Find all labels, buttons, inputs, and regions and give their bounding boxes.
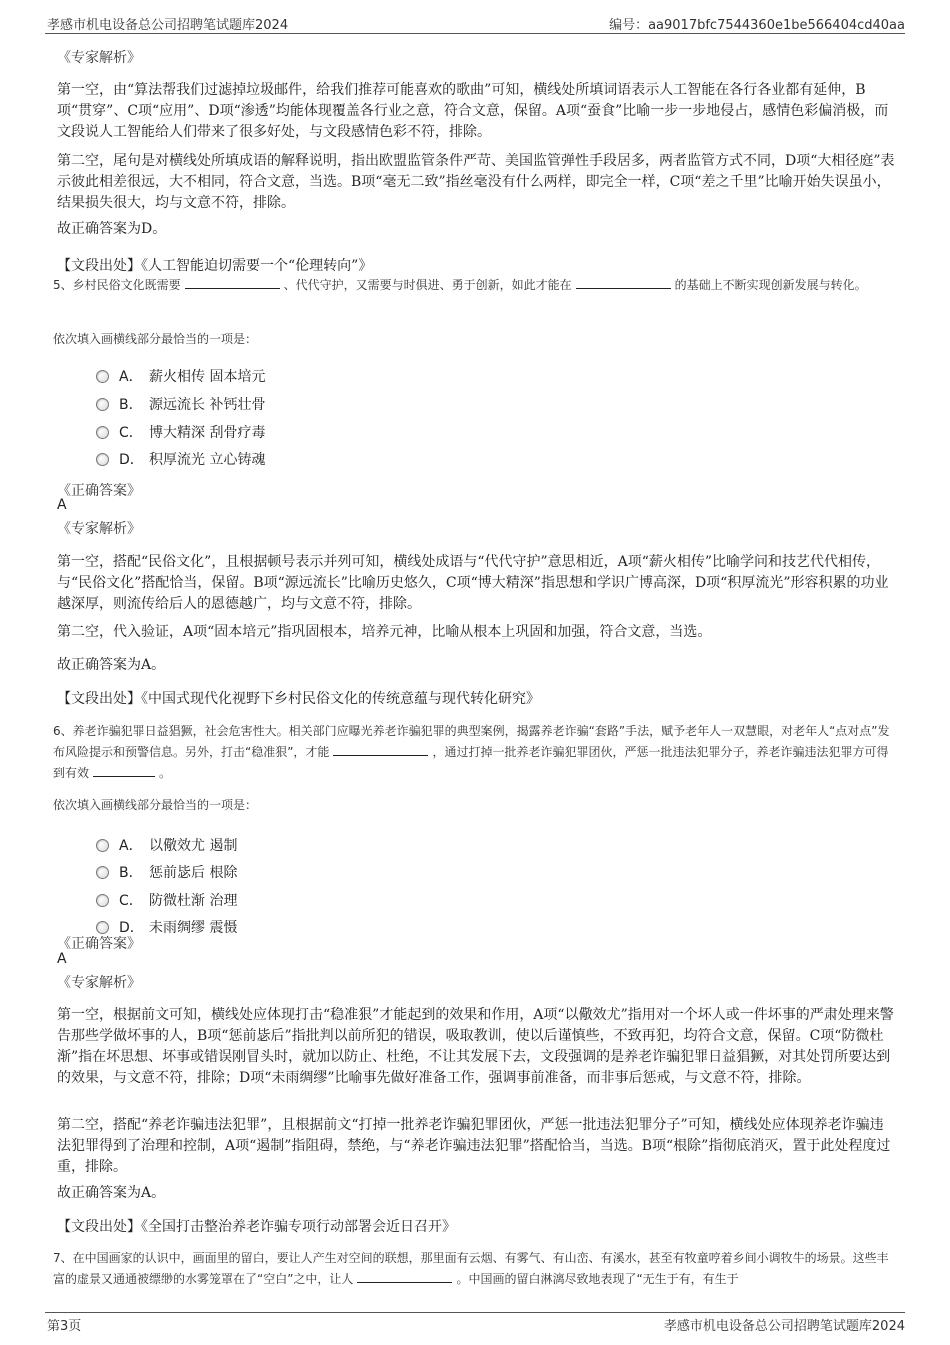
- q5-analysis-para1: 第一空，搭配“民俗文化”，且根据顿号表示并列可知，横线处成语与“代代守护”意思相近，A项“薪火相传”比喻学问和技艺代代相传，与“民俗文化”搭配恰当，保留。B项“源远流长”比喻历史悠久，C项“博大精深”指思想和学识广博高深，D项“积厚流光”形容积累的功业越深厚，则流传给后人的恩德越广，均与文意不符，排除。: [57, 554, 889, 612]
- q6-option-c-text: 防微杜渐 治理: [149, 893, 238, 909]
- header-divider: [45, 33, 905, 34]
- q6-answer-label: 《正确答案》: [57, 936, 141, 952]
- q4-conclusion: 故正确答案为D。: [57, 221, 167, 237]
- q6-stem-part3: 。: [159, 766, 172, 780]
- q4-source: 【文段出处】《人工智能迫切需要一个“伦理转向”》: [57, 258, 373, 274]
- q6-stem-part2: ，通过打掉一批养老诈骗犯罪团伙，严惩一批违法犯罪分子，养老诈骗违法犯罪方可得到有效: [53, 745, 889, 780]
- q7-stem-part2: 。中国画的留白淋漓尽致地表现了“无生于有，有生于: [456, 1272, 739, 1286]
- q6-option-a[interactable]: [96, 835, 237, 855]
- q6-option-a-text: 以儆效尤 遏制: [149, 838, 238, 854]
- q5-option-d-letter: D．: [119, 452, 144, 468]
- q6-option-d-letter: D．: [119, 920, 144, 936]
- q5-option-a-letter: A．: [119, 369, 143, 385]
- q4-analysis-para2: 第二空，尾句是对横线处所填成语的解释说明，指出欧盟监管条件严苛、美国监管弹性手段居多，两者监管方式不同，D项“大相径庭”表示彼此相差很远，大不相同，符合文意，当选。B项“毫无二致”指丝毫没有什么两样，即完全一样，C项“差之千里”比喻开始失误虽小，结果损失很大，均与文意不符，排除。: [57, 153, 895, 211]
- q5-source: 【文段出处】《中国式现代化视野下乡村民俗文化的传统意蕴与现代转化研究》: [57, 691, 540, 707]
- q5-option-a[interactable]: [96, 366, 265, 386]
- q6-option-b-radio[interactable]: [96, 866, 109, 879]
- q4-analysis-label: 《专家解析》: [57, 50, 141, 66]
- q6-conclusion: 故正确答案为A。: [57, 1185, 166, 1201]
- q6-option-b[interactable]: [96, 862, 237, 882]
- q7-stem: [53, 1248, 898, 1290]
- q5-option-a-radio[interactable]: [96, 370, 109, 383]
- q5-option-c-text: 博大精深 刮骨疗毒: [149, 425, 266, 441]
- q6-option-c[interactable]: [96, 890, 237, 910]
- q7-blank-1: [357, 1271, 452, 1283]
- q5-stem-part1: 5、乡村民俗文化既需要: [53, 278, 181, 292]
- q5-option-a-text: 薪火相传 固本培元: [149, 369, 266, 385]
- q5-conclusion: 故正确答案为A。: [57, 657, 166, 673]
- q5-option-b-letter: B．: [119, 397, 143, 413]
- q6-source: 【文段出处】《全国打击整治养老诈骗专项行动部署会近日召开》: [57, 1219, 456, 1235]
- q5-analysis-para2: 第二空，代入验证，A项“固本培元”指巩固根本，培养元神，比喻从根本上巩固和加强，符合文意，当选。: [57, 624, 712, 640]
- footer-page-number: 第3页: [47, 1319, 82, 1334]
- q5-option-b-text: 源远流长 补钙壮骨: [149, 397, 266, 413]
- q5-blank-2: [576, 277, 671, 289]
- q6-blank-1: [333, 744, 428, 756]
- q6-stem: [53, 721, 898, 784]
- q7-stem-part1: 7、在中国画家的认识中，画面里的留白，要让人产生对空间的联想，那里面有云烟、有雾气、有山峦、有溪水，甚至有牧童哼着乡间小调牧牛的场景。这些丰富的虚景又通通被缥缈的水雾笼罩在了“空白”之中，让人: [53, 1251, 889, 1286]
- q4-analysis-para1: 第一空，由“算法帮我们过滤掉垃圾邮件，给我们推荐可能喜欢的歌曲”可知，横线处所填词语表示人工智能在各行各业都有延伸，B项“贯穿”、C项“应用”、D项“渗透”均能体现覆盖各行业之意，符合文意，保留。A项“蚕食”比喻一步一步地侵占，感情色彩偏消极，而文段说人工智能给人们带来了很多好处，与文段感情色彩不符，排除。: [57, 82, 889, 140]
- q6-analysis-label: 《专家解析》: [57, 975, 141, 991]
- q5-option-c[interactable]: [96, 422, 265, 442]
- q6-option-b-letter: B．: [119, 865, 143, 881]
- q5-stem-part3: 的基础上不断实现创新发展与转化。: [674, 278, 867, 292]
- q5-option-d[interactable]: [96, 449, 265, 469]
- q6-option-a-radio[interactable]: [96, 839, 109, 852]
- q6-option-b-text: 惩前毖后 根除: [149, 865, 238, 881]
- q5-stem: [53, 275, 898, 296]
- q6-option-a-letter: A．: [119, 838, 143, 854]
- q5-answer-label: 《正确答案》: [57, 483, 141, 499]
- q5-option-d-radio[interactable]: [96, 453, 109, 466]
- q6-option-d-text: 未雨绸缪 震慑: [149, 920, 238, 936]
- q6-analysis-para2: 第二空，搭配“养老诈骗违法犯罪”，且根据前文“打掉一批养老诈骗犯罪团伙，严惩一批违法犯罪分子”可知，横线处应体现养老诈骗违法犯罪得到了治理和控制，A项“遏制”指阻碍，禁绝，与“养老诈骗违法犯罪”搭配恰当，当选。B项“根除”指彻底消灭，置于此处程度过重，排除。: [57, 1117, 891, 1175]
- footer-divider: [45, 1312, 905, 1313]
- q6-option-c-letter: C．: [119, 893, 143, 909]
- q6-option-d-radio[interactable]: [96, 921, 109, 934]
- q5-analysis-label: 《专家解析》: [57, 521, 141, 537]
- q6-answer: A: [57, 951, 67, 967]
- q5-blank-1: [185, 277, 280, 289]
- q5-stem-part2: 、代代守护，又需要与时俱进、勇于创新，如此才能在: [283, 278, 572, 292]
- q5-option-c-letter: C．: [119, 425, 143, 441]
- q6-blank-2: [93, 765, 155, 777]
- q5-option-b-radio[interactable]: [96, 398, 109, 411]
- q5-option-b[interactable]: [96, 394, 265, 414]
- q5-option-d-text: 积厚流光 立心铸魂: [149, 452, 266, 468]
- header-doc-id: 编号：aa9017bfc7544360e1be566404cd40aa: [609, 18, 905, 33]
- q6-analysis-para1: 第一空，根据前文可知，横线处应体现打击“稳准狠”才能起到的效果和作用，A项“以儆效尤”指用对一个坏人或一件坏事的严肃处理来警告那些学做坏事的人，B项“惩前毖后”指批判以前所犯的错误，吸取教训，使以后谨慎些，不致再犯，均符合文意，保留。C项“防微杜渐”指在坏思想、坏事或错误刚冒头时，就加以防止、杜绝，不让其发展下去，文段强调的是养老诈骗犯罪日益猖獗，对其处罚所要达到的效果，与文意不符，排除；D项“未雨绸缪”比喻事先做好准备工作，强调事前准备，而非事后惩戒，与文意不符，排除。: [57, 1007, 894, 1086]
- q5-answer: A: [57, 497, 67, 513]
- header-doc-title: 孝感市机电设备总公司招聘笔试题库2024: [47, 18, 289, 33]
- q6-stem-part1: 6、养老诈骗犯罪日益猖獗，社会危害性大。相关部门应曝光养老诈骗犯罪的典型案例，揭露养老诈骗“套路”手法，赋予老年人一双慧眼，对老年人“点对点”发布风险提示和预警信息。另外，打击“稳准狠”，才能: [53, 724, 890, 759]
- q5-option-c-radio[interactable]: [96, 426, 109, 439]
- q6-prompt: 依次填入画横线部分最恰当的一项是：: [53, 798, 258, 812]
- q5-prompt: 依次填入画横线部分最恰当的一项是：: [53, 332, 258, 346]
- footer-doc-title: 孝感市机电设备总公司招聘笔试题库2024: [663, 1319, 905, 1334]
- q6-option-c-radio[interactable]: [96, 894, 109, 907]
